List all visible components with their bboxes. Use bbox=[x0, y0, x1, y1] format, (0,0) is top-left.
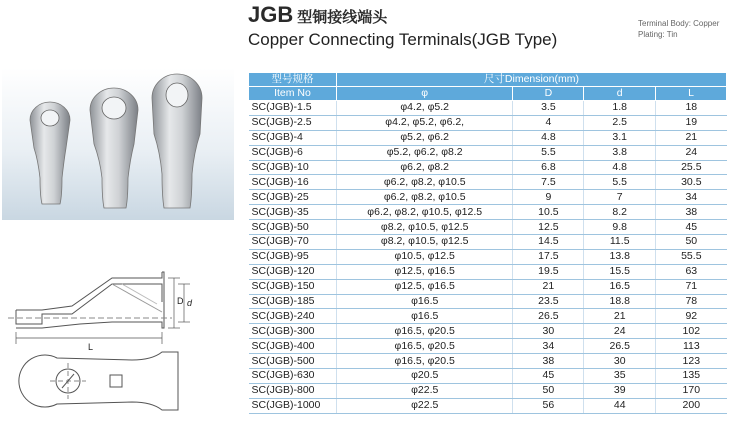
title-chinese: 型铜接线端头 bbox=[297, 9, 388, 26]
table-row bbox=[249, 175, 727, 190]
cell-d: 39 bbox=[584, 383, 656, 398]
product-photo bbox=[2, 68, 234, 220]
cell-phi: φ4.2, φ5.2 bbox=[336, 101, 513, 116]
label-d-lower: d bbox=[187, 298, 193, 308]
cell-phi: φ16.5 bbox=[336, 294, 513, 309]
cell-L: 170 bbox=[656, 383, 727, 398]
cell-D: 23.5 bbox=[513, 294, 584, 309]
cell-D: 9 bbox=[513, 190, 584, 205]
cell-model: SC(JGB)-800 bbox=[249, 383, 337, 398]
cell-d: 9.8 bbox=[584, 220, 656, 235]
cell-D: 12.5 bbox=[513, 220, 584, 235]
cell-model: SC(JGB)-95 bbox=[249, 249, 337, 264]
cell-d: 4.8 bbox=[584, 160, 656, 175]
cell-D: 19.5 bbox=[513, 264, 584, 279]
terminals-photo-svg bbox=[2, 68, 234, 220]
cell-L: 21 bbox=[656, 130, 727, 145]
cell-phi: φ6.2, φ8.2, φ10.5, φ12.5 bbox=[336, 205, 513, 220]
cell-phi: φ16.5, φ20.5 bbox=[336, 339, 513, 354]
cell-D: 38 bbox=[513, 354, 584, 369]
cell-D: 34 bbox=[513, 339, 584, 354]
cell-d: 18.8 bbox=[584, 294, 656, 309]
cell-L: 18 bbox=[656, 101, 727, 116]
table-row bbox=[249, 249, 727, 264]
cell-L: 102 bbox=[656, 324, 727, 339]
cell-L: 34 bbox=[656, 190, 727, 205]
cell-model: SC(JGB)-1.5 bbox=[249, 101, 337, 116]
note-plating: Plating: Tin bbox=[638, 30, 678, 39]
cell-D: 4.8 bbox=[513, 130, 584, 145]
cell-D: 10.5 bbox=[513, 205, 584, 220]
header-model-en: Item No bbox=[249, 87, 337, 101]
cell-model: SC(JGB)-150 bbox=[249, 279, 337, 294]
table-row bbox=[249, 339, 727, 354]
cell-L: 55.5 bbox=[656, 249, 727, 264]
cell-D: 14.5 bbox=[513, 235, 584, 250]
cell-D: 21 bbox=[513, 279, 584, 294]
table-row bbox=[249, 130, 727, 145]
cell-L: 63 bbox=[656, 264, 727, 279]
cell-model: SC(JGB)-300 bbox=[249, 324, 337, 339]
table-row bbox=[249, 309, 727, 324]
table-row bbox=[249, 145, 727, 160]
cell-D: 17.5 bbox=[513, 249, 584, 264]
spec-table-body bbox=[249, 101, 727, 414]
spec-table-header bbox=[249, 73, 727, 101]
cell-phi: φ10.5, φ12.5 bbox=[336, 249, 513, 264]
cell-model: SC(JGB)-10 bbox=[249, 160, 337, 175]
cell-d: 16.5 bbox=[584, 279, 656, 294]
cell-D: 6.8 bbox=[513, 160, 584, 175]
table-row bbox=[249, 294, 727, 309]
dimension-drawing-svg bbox=[2, 232, 232, 422]
cell-model: SC(JGB)-185 bbox=[249, 294, 337, 309]
technical-drawing bbox=[2, 232, 232, 422]
cell-L: 19 bbox=[656, 115, 727, 130]
cell-d: 24 bbox=[584, 324, 656, 339]
cell-D: 7.5 bbox=[513, 175, 584, 190]
cell-phi: φ6.2, φ8.2, φ10.5 bbox=[336, 190, 513, 205]
cell-D: 50 bbox=[513, 383, 584, 398]
cell-L: 50 bbox=[656, 235, 727, 250]
cell-phi: φ16.5 bbox=[336, 309, 513, 324]
cell-model: SC(JGB)-2.5 bbox=[249, 115, 337, 130]
cell-D: 30 bbox=[513, 324, 584, 339]
header-col-d: d bbox=[584, 87, 656, 101]
table-row bbox=[249, 220, 727, 235]
cell-d: 3.8 bbox=[584, 145, 656, 160]
table-row bbox=[249, 383, 727, 398]
cell-phi: φ22.5 bbox=[336, 398, 513, 413]
page-title bbox=[248, 2, 387, 28]
cell-L: 78 bbox=[656, 294, 727, 309]
cell-d: 3.1 bbox=[584, 130, 656, 145]
cell-phi: φ16.5, φ20.5 bbox=[336, 324, 513, 339]
cell-L: 92 bbox=[656, 309, 727, 324]
cell-L: 200 bbox=[656, 398, 727, 413]
cell-phi: φ12.5, φ16.5 bbox=[336, 264, 513, 279]
cell-d: 30 bbox=[584, 354, 656, 369]
table-row bbox=[249, 190, 727, 205]
table-row bbox=[249, 235, 727, 250]
cell-d: 15.5 bbox=[584, 264, 656, 279]
cell-phi: φ5.2, φ6.2, φ8.2 bbox=[336, 145, 513, 160]
top-view bbox=[19, 352, 178, 410]
cell-model: SC(JGB)-4 bbox=[249, 130, 337, 145]
cell-d: 35 bbox=[584, 369, 656, 384]
label-length: L bbox=[88, 342, 94, 352]
terminal-small bbox=[30, 102, 70, 204]
cell-model: SC(JGB)-16 bbox=[249, 175, 337, 190]
header-col-D: D bbox=[513, 87, 584, 101]
cell-d: 8.2 bbox=[584, 205, 656, 220]
cell-model: SC(JGB)-70 bbox=[249, 235, 337, 250]
table-row bbox=[249, 354, 727, 369]
header-dimension: 尺寸Dimension(mm) bbox=[336, 73, 726, 87]
header-col-phi: φ bbox=[336, 87, 513, 101]
table-row bbox=[249, 101, 727, 116]
cell-d: 2.5 bbox=[584, 115, 656, 130]
cell-d: 21 bbox=[584, 309, 656, 324]
cell-D: 5.5 bbox=[513, 145, 584, 160]
table-row bbox=[249, 279, 727, 294]
side-view bbox=[8, 272, 172, 328]
cell-D: 45 bbox=[513, 369, 584, 384]
table-row bbox=[249, 398, 727, 413]
cell-model: SC(JGB)-400 bbox=[249, 339, 337, 354]
cell-d: 5.5 bbox=[584, 175, 656, 190]
cell-D: 3.5 bbox=[513, 101, 584, 116]
cell-model: SC(JGB)-6 bbox=[249, 145, 337, 160]
table-row bbox=[249, 264, 727, 279]
cell-phi: φ6.2, φ8.2, φ10.5 bbox=[336, 175, 513, 190]
cell-L: 113 bbox=[656, 339, 727, 354]
note-body: Terminal Body: Copper bbox=[638, 19, 720, 28]
cell-L: 135 bbox=[656, 369, 727, 384]
cell-phi: φ8.2, φ10.5, φ12.5 bbox=[336, 220, 513, 235]
cell-phi: φ4.2, φ5.2, φ6.2, bbox=[336, 115, 513, 130]
cell-D: 4 bbox=[513, 115, 584, 130]
cell-L: 38 bbox=[656, 205, 727, 220]
cell-d: 1.8 bbox=[584, 101, 656, 116]
cell-d: 13.8 bbox=[584, 249, 656, 264]
cell-phi: φ22.5 bbox=[336, 383, 513, 398]
brand-label: JGB bbox=[248, 2, 294, 27]
cell-L: 24 bbox=[656, 145, 727, 160]
cell-model: SC(JGB)-50 bbox=[249, 220, 337, 235]
cell-model: SC(JGB)-25 bbox=[249, 190, 337, 205]
table-row bbox=[249, 369, 727, 384]
cell-phi: φ20.5 bbox=[336, 369, 513, 384]
cell-D: 26.5 bbox=[513, 309, 584, 324]
cell-d: 26.5 bbox=[584, 339, 656, 354]
cell-phi: φ16.5, φ20.5 bbox=[336, 354, 513, 369]
terminal-large bbox=[152, 74, 202, 208]
cell-L: 123 bbox=[656, 354, 727, 369]
cell-d: 11.5 bbox=[584, 235, 656, 250]
cell-L: 71 bbox=[656, 279, 727, 294]
cell-phi: φ12.5, φ16.5 bbox=[336, 279, 513, 294]
page-subtitle: Copper Connecting Terminals(JGB Type) bbox=[248, 30, 558, 49]
table-row bbox=[249, 324, 727, 339]
cell-L: 25.5 bbox=[656, 160, 727, 175]
cell-phi: φ8.2, φ10.5, φ12.5 bbox=[336, 235, 513, 250]
cell-D: 56 bbox=[513, 398, 584, 413]
cell-L: 45 bbox=[656, 220, 727, 235]
cell-model: SC(JGB)-35 bbox=[249, 205, 337, 220]
cell-model: SC(JGB)-630 bbox=[249, 369, 337, 384]
cell-model: SC(JGB)-500 bbox=[249, 354, 337, 369]
cell-L: 30.5 bbox=[656, 175, 727, 190]
header-model-cn: 型号规格 bbox=[249, 73, 337, 87]
cell-d: 44 bbox=[584, 398, 656, 413]
table-row bbox=[249, 160, 727, 175]
cell-model: SC(JGB)-240 bbox=[249, 309, 337, 324]
cell-model: SC(JGB)-120 bbox=[249, 264, 337, 279]
cell-phi: φ6.2, φ8.2 bbox=[336, 160, 513, 175]
cell-model: SC(JGB)-1000 bbox=[249, 398, 337, 413]
cell-d: 7 bbox=[584, 190, 656, 205]
terminal-medium bbox=[90, 88, 138, 208]
label-d-upper: D bbox=[177, 296, 184, 306]
material-notes bbox=[638, 18, 719, 40]
spec-table bbox=[248, 72, 727, 414]
table-row bbox=[249, 205, 727, 220]
header-col-L: L bbox=[656, 87, 727, 101]
table-row bbox=[249, 115, 727, 130]
cell-phi: φ5.2, φ6.2 bbox=[336, 130, 513, 145]
